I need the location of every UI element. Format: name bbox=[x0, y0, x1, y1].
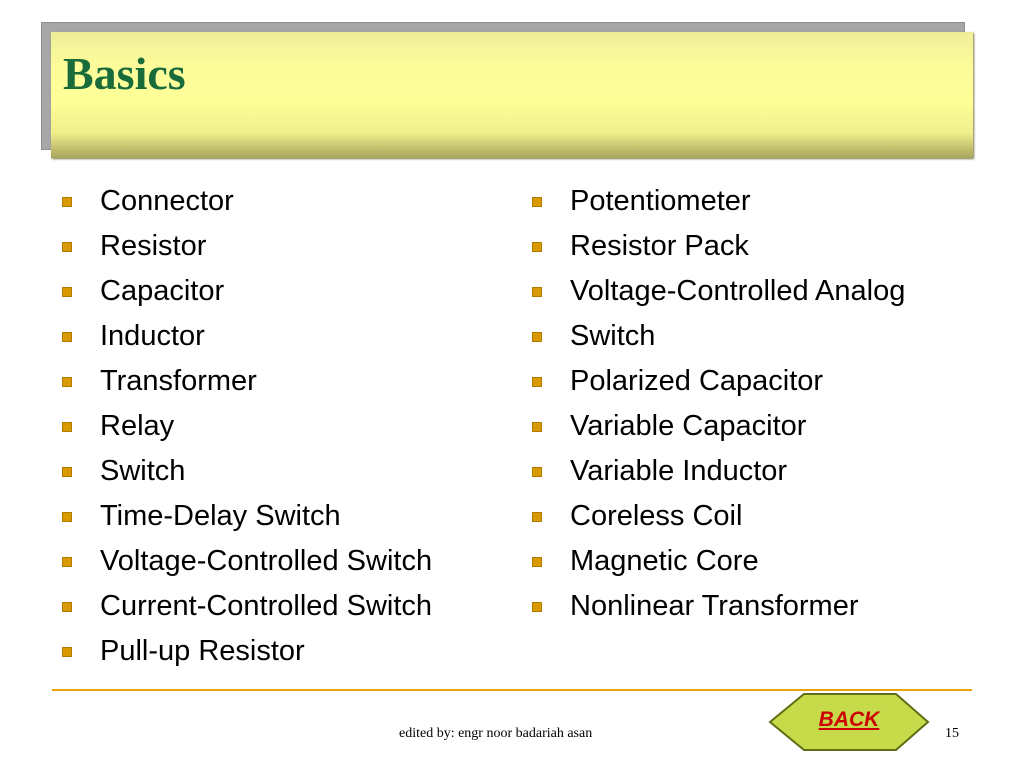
square-bullet-icon bbox=[62, 377, 72, 387]
list-item bbox=[532, 409, 972, 444]
list-item bbox=[62, 589, 502, 624]
square-bullet-icon bbox=[62, 557, 72, 567]
list-item-label: Transformer bbox=[100, 365, 257, 397]
list-item-label: Connector bbox=[100, 185, 234, 217]
list-item bbox=[532, 454, 972, 489]
back-button-label: BACK bbox=[818, 708, 880, 731]
slide-title: Basics bbox=[63, 48, 186, 99]
square-bullet-icon bbox=[62, 197, 72, 207]
square-bullet-icon bbox=[532, 377, 542, 387]
square-bullet-icon bbox=[62, 422, 72, 432]
left-bullet-list bbox=[62, 184, 502, 679]
list-item bbox=[532, 589, 972, 624]
list-item-label: Variable Inductor bbox=[570, 455, 788, 487]
square-bullet-icon bbox=[62, 242, 72, 252]
list-item-label: Polarized Capacitor bbox=[570, 365, 824, 397]
list-item-label: Inductor bbox=[100, 320, 205, 352]
square-bullet-icon bbox=[532, 287, 542, 297]
list-item-label: Variable Capacitor bbox=[570, 410, 807, 442]
list-item-label: Coreless Coil bbox=[570, 500, 743, 532]
square-bullet-icon bbox=[532, 242, 542, 252]
list-item bbox=[62, 274, 502, 309]
list-item bbox=[532, 364, 972, 399]
list-item bbox=[532, 499, 972, 534]
square-bullet-icon bbox=[532, 197, 542, 207]
list-item bbox=[532, 274, 972, 309]
square-bullet-icon bbox=[62, 467, 72, 477]
title-banner bbox=[51, 32, 973, 158]
list-item-label: Voltage-Controlled Switch bbox=[100, 545, 433, 577]
list-item bbox=[62, 499, 502, 534]
list-item-label: Resistor bbox=[100, 230, 207, 262]
list-item-label: Capacitor bbox=[100, 275, 225, 307]
list-item-label: Time-Delay Switch bbox=[100, 500, 341, 532]
square-bullet-icon bbox=[62, 332, 72, 342]
square-bullet-icon bbox=[532, 557, 542, 567]
back-button[interactable] bbox=[766, 690, 932, 754]
list-item bbox=[532, 229, 972, 264]
list-item-label: Pull-up Resistor bbox=[100, 635, 305, 667]
list-item bbox=[62, 409, 502, 444]
page-number: 15 bbox=[945, 726, 959, 741]
square-bullet-icon bbox=[532, 332, 542, 342]
list-item bbox=[62, 364, 502, 399]
list-item bbox=[62, 229, 502, 264]
footer-credit: edited by: engr noor badariah asan bbox=[399, 726, 593, 741]
list-item-label: Switch bbox=[100, 455, 186, 487]
right-bullet-list bbox=[532, 184, 972, 634]
list-item bbox=[62, 319, 502, 354]
list-item bbox=[532, 184, 972, 219]
list-item-label: Magnetic Core bbox=[570, 545, 759, 577]
list-item-label: Nonlinear Transformer bbox=[570, 590, 859, 622]
list-item bbox=[532, 544, 972, 579]
square-bullet-icon bbox=[532, 422, 542, 432]
list-item-label: Current-Controlled Switch bbox=[100, 590, 433, 622]
square-bullet-icon bbox=[532, 602, 542, 612]
list-item-label: Resistor Pack bbox=[570, 230, 749, 262]
list-item bbox=[62, 544, 502, 579]
list-item bbox=[62, 634, 502, 669]
square-bullet-icon bbox=[62, 602, 72, 612]
list-item-label: Potentiometer bbox=[570, 185, 751, 217]
square-bullet-icon bbox=[62, 287, 72, 297]
list-item bbox=[62, 184, 502, 219]
list-item bbox=[62, 454, 502, 489]
square-bullet-icon bbox=[532, 512, 542, 522]
square-bullet-icon bbox=[532, 467, 542, 477]
square-bullet-icon bbox=[62, 647, 72, 657]
square-bullet-icon bbox=[62, 512, 72, 522]
list-item-label: Switch bbox=[570, 320, 656, 352]
list-item-label: Relay bbox=[100, 410, 175, 442]
list-item-label: Voltage-Controlled Analog bbox=[570, 275, 906, 307]
list-item bbox=[532, 319, 972, 354]
